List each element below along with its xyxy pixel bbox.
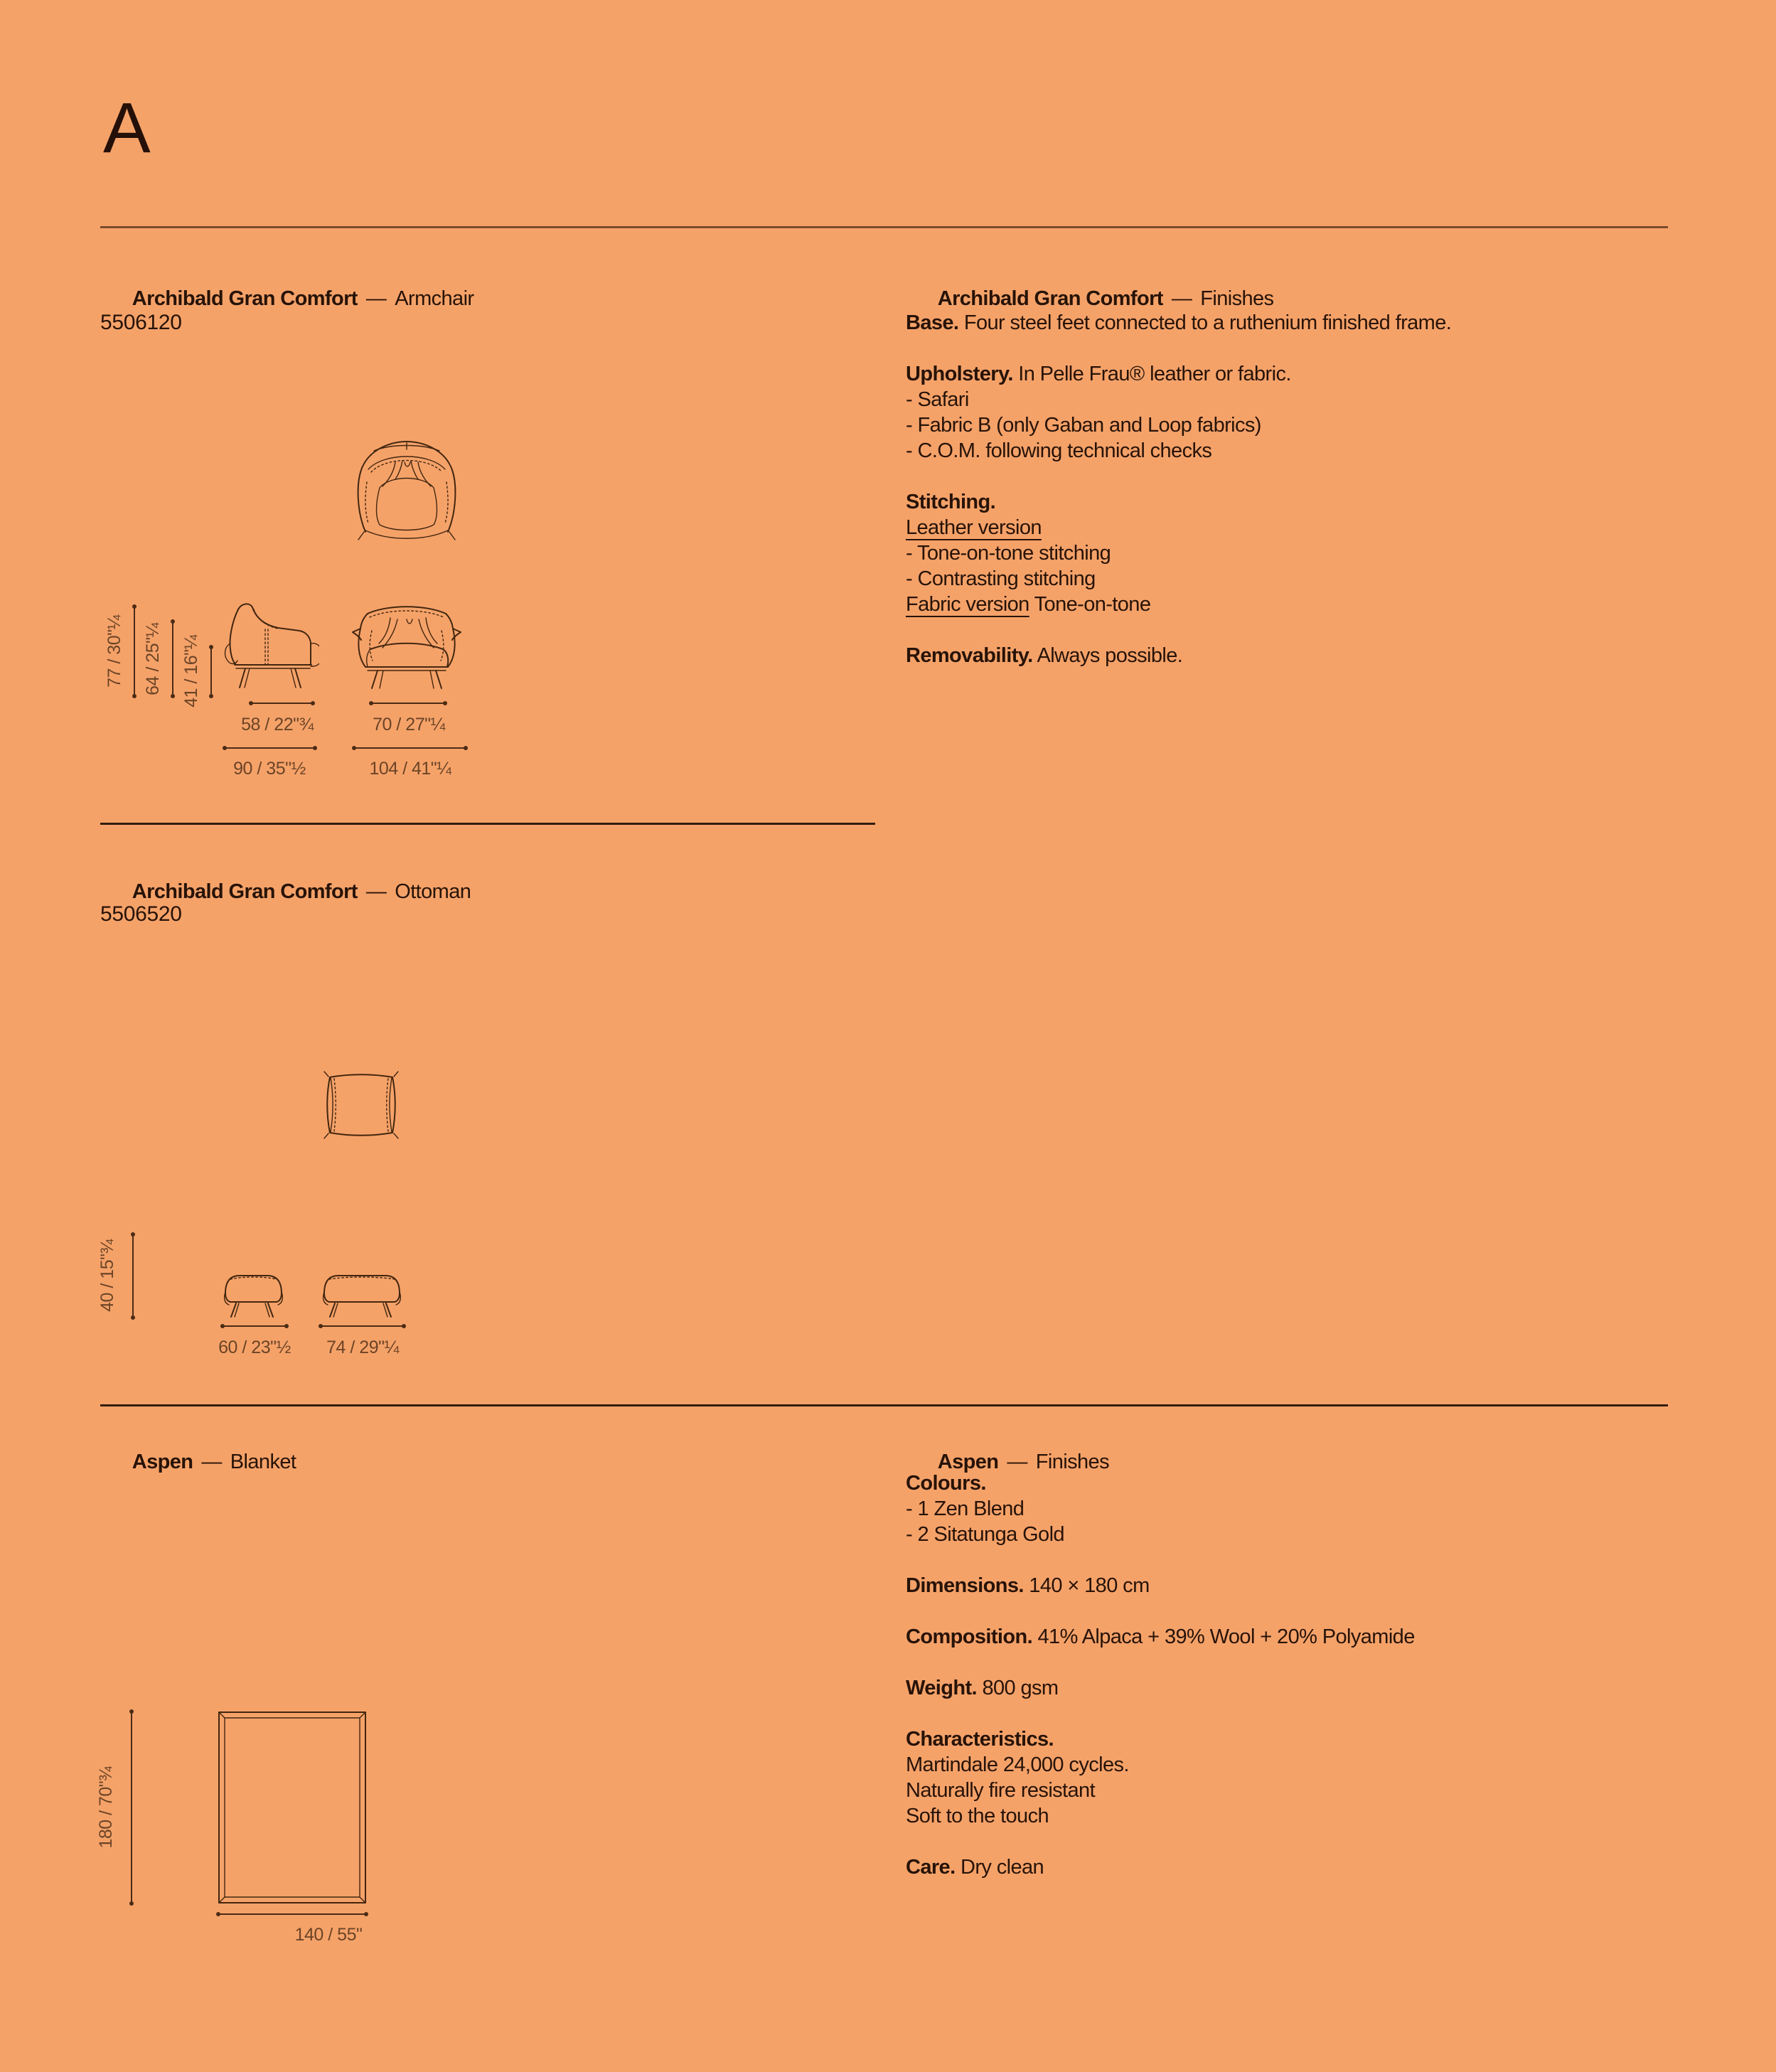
text-line bbox=[906, 1598, 1674, 1624]
dim-label-ottoman-large-width: 74 / 29"¼ bbox=[326, 1337, 399, 1357]
dim-line-armchair-seat-depth bbox=[250, 703, 314, 704]
product-variant: Finishes bbox=[1035, 1451, 1109, 1473]
aspen-finishes-text bbox=[906, 1470, 1674, 1880]
product-variant: Finishes bbox=[1200, 287, 1274, 310]
text-line: Martindale 24,000 cycles. bbox=[906, 1753, 1129, 1776]
text-line: Care. Dry clean bbox=[906, 1856, 1044, 1879]
product-name: Aspen bbox=[937, 1451, 999, 1473]
text-line: - Contrasting stitching bbox=[906, 567, 1096, 590]
product-name: Archibald Gran Comfort bbox=[937, 287, 1163, 310]
ottoman-side-view-drawing bbox=[220, 1272, 287, 1319]
text-line bbox=[906, 617, 1674, 643]
dim-line-armchair-seat-width bbox=[370, 703, 446, 704]
dim-label-ottoman-small-width: 60 / 23"½ bbox=[218, 1337, 291, 1357]
dim-label-ottoman-height: 40 / 15"¾ bbox=[97, 1239, 117, 1312]
text-line bbox=[906, 1650, 1674, 1675]
text-line: Naturally fire resistant bbox=[906, 1779, 1096, 1802]
text-line: Upholstery. In Pelle Frau® leather or fabric. bbox=[906, 363, 1291, 385]
dim-label-armchair-total-depth: 90 / 35"½ bbox=[233, 759, 306, 779]
dim-line-blanket-height bbox=[131, 1711, 132, 1904]
text-line: Characteristics. bbox=[906, 1728, 1054, 1751]
text-line: Soft to the touch bbox=[906, 1805, 1049, 1827]
dim-line-ottoman-height bbox=[132, 1234, 134, 1318]
ottoman-top-view-drawing bbox=[321, 1071, 402, 1139]
aspen-blanket-drawing bbox=[218, 1711, 367, 1904]
dim-line-armchair-back-height bbox=[172, 621, 173, 697]
armchair-front-view-drawing bbox=[351, 601, 463, 690]
armchair-top-view-drawing bbox=[350, 438, 464, 543]
ottoman-front-view-drawing bbox=[319, 1272, 405, 1319]
dim-label-armchair-total-width: 104 / 41"¼ bbox=[369, 759, 451, 779]
armchair-finishes-text bbox=[906, 310, 1674, 668]
text-line: Composition. 41% Alpaca + 39% Wool + 20% Polyamide bbox=[906, 1625, 1415, 1648]
dim-line-armchair-total-depth bbox=[224, 747, 316, 749]
text-line: - Fabric B (only Gaban and Loop fabrics) bbox=[906, 414, 1261, 437]
top-rule bbox=[100, 226, 1668, 228]
text-line: - 1 Zen Blend bbox=[906, 1497, 1025, 1520]
text-line: Dimensions. 140 × 180 cm bbox=[906, 1574, 1150, 1597]
dim-label-armchair-back-height: 64 / 25"¼ bbox=[143, 623, 163, 695]
dim-label-armchair-seat-height: 41 / 16"¼ bbox=[181, 635, 201, 707]
text-line bbox=[906, 1547, 1674, 1573]
text-line: Weight. 800 gsm bbox=[906, 1677, 1059, 1699]
title-separator: — bbox=[365, 880, 387, 903]
dim-label-armchair-seat-depth: 58 / 22"¾ bbox=[241, 715, 314, 735]
product-name: Aspen bbox=[132, 1451, 193, 1473]
product-variant: Blanket bbox=[230, 1451, 296, 1473]
product-name: Archibald Gran Comfort bbox=[132, 880, 358, 903]
dim-line-ottoman-small-width bbox=[222, 1325, 287, 1327]
dim-line-blanket-width bbox=[218, 1913, 367, 1915]
dim-label-blanket-height: 180 / 70"¾ bbox=[96, 1766, 116, 1849]
text-line: - C.O.M. following technical checks bbox=[906, 439, 1212, 462]
product-name: Archibald Gran Comfort bbox=[132, 287, 358, 310]
dim-line-armchair-total-width bbox=[353, 747, 466, 749]
section-divider-armchair-ottoman bbox=[100, 823, 875, 825]
text-line bbox=[906, 1701, 1674, 1726]
text-line: Colours. bbox=[906, 1472, 986, 1495]
armchair-product-code: 5506120 bbox=[100, 311, 182, 334]
text-line bbox=[906, 336, 1674, 361]
title-separator: — bbox=[201, 1451, 222, 1473]
dim-line-ottoman-large-width bbox=[320, 1325, 405, 1327]
text-line bbox=[906, 464, 1674, 489]
index-letter: A bbox=[103, 88, 150, 168]
title-separator: — bbox=[1007, 1451, 1027, 1473]
text-line: - 2 Sitatunga Gold bbox=[906, 1523, 1064, 1546]
dim-line-armchair-seat-height bbox=[210, 646, 212, 697]
ottoman-product-code: 5506520 bbox=[100, 902, 182, 926]
text-line: Stitching. bbox=[906, 491, 996, 513]
product-variant: Armchair bbox=[395, 287, 474, 310]
product-variant: Ottoman bbox=[395, 880, 471, 903]
text-line: Removability. Always possible. bbox=[906, 644, 1183, 667]
text-line: Leather version bbox=[906, 516, 1042, 539]
armchair-side-view-drawing bbox=[223, 601, 319, 690]
dim-label-armchair-total-height: 77 / 30"¼ bbox=[105, 615, 124, 688]
section-divider-aspen bbox=[100, 1404, 1668, 1406]
text-line: Fabric version Tone-on-tone bbox=[906, 593, 1151, 616]
title-separator: — bbox=[1171, 287, 1192, 310]
text-line bbox=[906, 1829, 1674, 1854]
aspen-title bbox=[100, 1424, 296, 1500]
text-line: - Safari bbox=[906, 388, 969, 411]
title-separator: — bbox=[365, 287, 387, 310]
dim-label-armchair-seat-width: 70 / 27"¼ bbox=[373, 715, 445, 735]
text-line: Base. Four steel feet connected to a ruthenium finished frame. bbox=[906, 311, 1452, 334]
dim-line-armchair-total-height bbox=[134, 606, 135, 697]
dim-label-blanket-width: 140 / 55" bbox=[294, 1925, 363, 1945]
text-line: - Tone-on-tone stitching bbox=[906, 542, 1111, 565]
